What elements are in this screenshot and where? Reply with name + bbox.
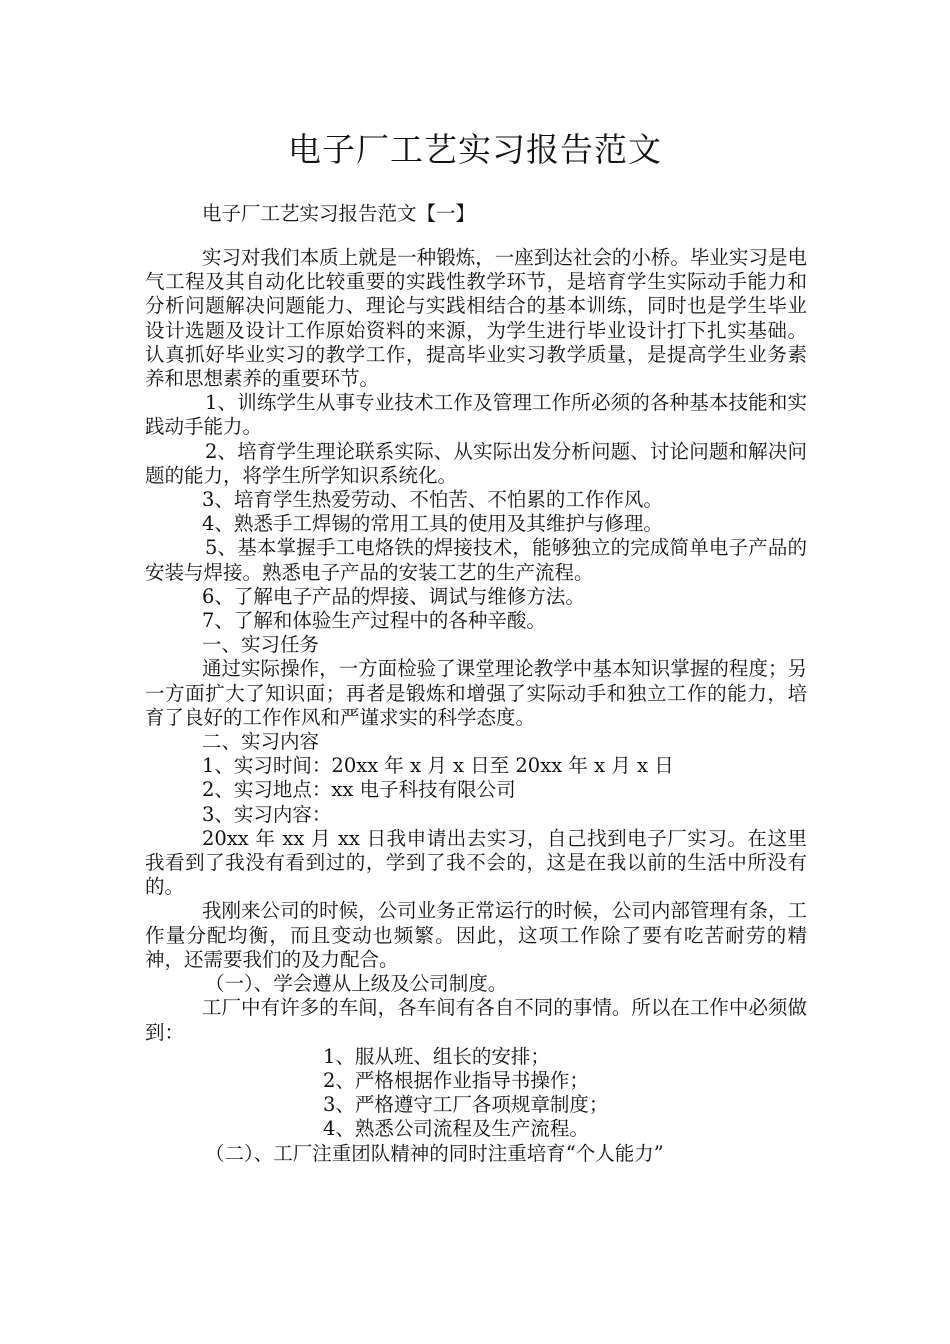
content-item-time: 1、实习时间：20xx 年 x 月 x 日至 20xx 年 x 月 x 日 <box>202 754 674 778</box>
rule-item-2: 2、严格根据作业指导书操作； <box>323 1068 589 1092</box>
goal-item-6: 6、了解电子产品的焊接、调试与维修方法。 <box>202 584 585 608</box>
document-title: 电子厂工艺实习报告范文 <box>288 130 662 169</box>
content-item-place: 2、实习地点：xx 电子科技有限公司 <box>202 778 516 802</box>
paragraph-workshop: 工厂中有许多的车间，各车间有各自不同的事情。所以在工作中必须做到： <box>145 996 807 1044</box>
document-body <box>145 246 807 1166</box>
rule-item-1: 1、服从班、组长的安排； <box>323 1044 550 1068</box>
goal-item-4: 4、熟悉手工焊锡的常用工具的使用及其维护与修理。 <box>202 512 663 536</box>
paragraph-task: 通过实际操作，一方面检验了课堂理论教学中基本知识掌握的程度；另一方面扩大了知识面；再者是锻炼和增强了实际动手和独立工作的能力，培育了良好的工作作风和严谨求实的科学态度。 <box>145 657 807 729</box>
section-heading-content: 二、实习内容 <box>202 730 320 754</box>
goal-item-7: 7、了解和体验生产过程中的各种辛酸。 <box>202 609 546 633</box>
paragraph-experience: 20xx 年 xx 月 xx 日我申请出去实习，自己找到电子厂实习。在这里我看到了我没有看到过的，学到了我不会的，这是在我以前的生活中所没有的。 <box>145 826 807 899</box>
goal-item-5: 5、基本掌握手工电烙铁的焊接技术，能够独立的完成简单电子产品的安装与焊接。熟悉电子产品的安装工艺的生产流程。 <box>145 536 807 584</box>
goal-item-3: 3、培育学生热爱劳动、不怕苦、不怕累的工作作风。 <box>202 488 663 512</box>
content-item-content: 3、实习内容： <box>202 802 332 826</box>
paragraph-intro: 实习对我们本质上就是一种锻炼，一座到达社会的小桥。毕业实习是电气工程及其自动化比较重要的实践性教学环节，是培育学生实际动手能力和分析问题解决问题能力、理论与实践相结合的基本训练，同时也是学生毕业设计选题及设计工作原始资料的来源，为学生进行毕业设计打下扎实基础。认真抓好毕业实习的教学工作，提高毕业实习教学质量，是提高学生业务素养和思想素养的重要环节。 <box>145 246 807 391</box>
rule-item-4: 4、熟悉公司流程及生产流程。 <box>323 1117 589 1141</box>
subsection-heading-1: （一）、学会遵从上级及公司制度。 <box>205 972 508 996</box>
subsection-heading-2: （二）、工厂注重团队精神的同时注重培育“个人能力” <box>205 1141 664 1165</box>
paragraph-company: 我刚来公司的时候，公司业务正常运行的时候，公司内部管理有条，工作量分配均衡，而且变动也频繁。因此，这项工作除了要有吃苦耐劳的精神，还需要我们的及力配合。 <box>145 899 807 971</box>
rule-item-3: 3、严格遵守工厂各项规章制度； <box>323 1093 609 1117</box>
section-heading-task: 一、实习任务 <box>202 633 320 657</box>
goal-item-1: 1、训练学生从事专业技术工作及管理工作所必须的各种基本技能和实践动手能力。 <box>145 391 807 439</box>
goal-item-2: 2、培育学生理论联系实际、从实际出发分析问题、讨论问题和解决问题的能力，将学生所学知识系统化。 <box>145 439 807 487</box>
document-subtitle: 电子厂工艺实习报告范文【一】 <box>202 202 476 225</box>
